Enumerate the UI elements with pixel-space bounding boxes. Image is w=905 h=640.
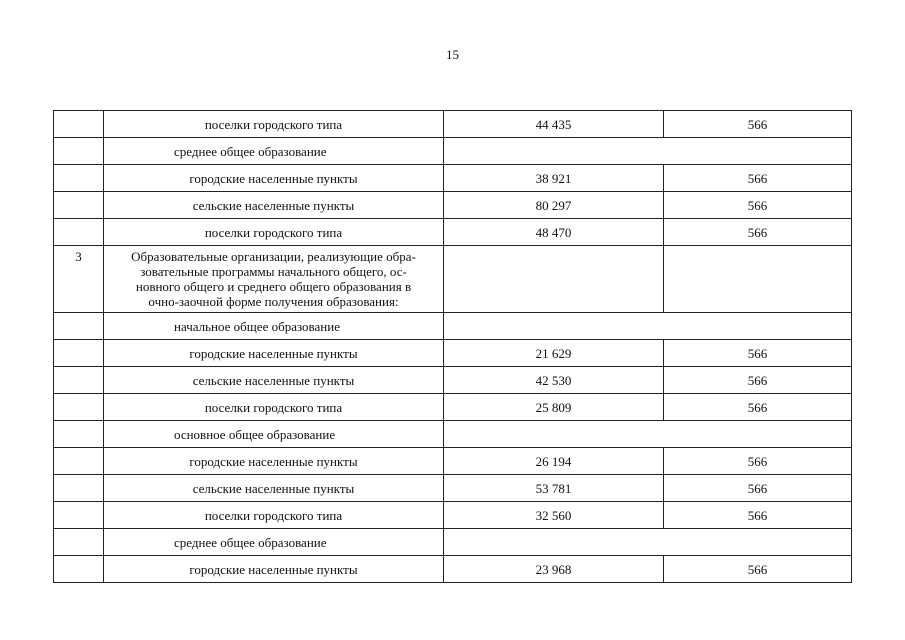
row-number bbox=[54, 394, 104, 421]
table-row bbox=[54, 246, 852, 313]
row-number bbox=[54, 367, 104, 394]
table-row bbox=[54, 340, 852, 367]
table-row bbox=[54, 138, 852, 165]
description-line: Образовательные организации, реализующие обра- bbox=[131, 249, 416, 264]
row-number bbox=[54, 529, 104, 556]
amount-cell: 44 435 bbox=[444, 111, 664, 138]
settlement-type: городские населенные пункты bbox=[104, 165, 444, 192]
description-line: очно-заочной форме получения образования: bbox=[148, 294, 399, 309]
amount-cell: 53 781 bbox=[444, 475, 664, 502]
empty-cell bbox=[444, 529, 852, 556]
coefficient-cell: 566 bbox=[664, 340, 852, 367]
empty-cell bbox=[444, 313, 852, 340]
coefficient-cell: 566 bbox=[664, 448, 852, 475]
amount-cell: 23 968 bbox=[444, 556, 664, 583]
table-row bbox=[54, 556, 852, 583]
coefficient-cell: 566 bbox=[664, 219, 852, 246]
row-number bbox=[54, 448, 104, 475]
row-number bbox=[54, 111, 104, 138]
description-line: новного общего и среднего общего образования в bbox=[135, 279, 412, 294]
row-number bbox=[54, 556, 104, 583]
description-line: зовательные программы начального общего, ос- bbox=[140, 264, 407, 279]
settlement-type: сельские населенные пункты bbox=[104, 367, 444, 394]
settlement-type: городские населенные пункты bbox=[104, 340, 444, 367]
table-row bbox=[54, 367, 852, 394]
education-level: начальное общее образование bbox=[104, 313, 444, 340]
coefficient-cell: 566 bbox=[664, 367, 852, 394]
table-row bbox=[54, 192, 852, 219]
settlement-type: сельские населенные пункты bbox=[104, 192, 444, 219]
coefficient-cell: 566 bbox=[664, 111, 852, 138]
amount-cell: 42 530 bbox=[444, 367, 664, 394]
amount-cell: 80 297 bbox=[444, 192, 664, 219]
row-number bbox=[54, 502, 104, 529]
coefficient-cell bbox=[664, 246, 852, 313]
coefficient-cell: 566 bbox=[664, 556, 852, 583]
amount-cell: 48 470 bbox=[444, 219, 664, 246]
table-row bbox=[54, 448, 852, 475]
row-number bbox=[54, 340, 104, 367]
settlement-type: городские населенные пункты bbox=[104, 556, 444, 583]
education-level: среднее общее образование bbox=[104, 138, 444, 165]
coefficient-cell: 566 bbox=[664, 475, 852, 502]
table-row bbox=[54, 313, 852, 340]
coefficient-cell: 566 bbox=[664, 394, 852, 421]
table-row bbox=[54, 394, 852, 421]
empty-cell bbox=[444, 421, 852, 448]
page-number: 15 bbox=[446, 47, 459, 62]
table-row bbox=[54, 165, 852, 192]
coefficient-cell: 566 bbox=[664, 192, 852, 219]
settlement-type: поселки городского типа bbox=[104, 111, 444, 138]
row-number bbox=[54, 165, 104, 192]
settlement-type: поселки городского типа bbox=[104, 219, 444, 246]
settlement-type: поселки городского типа bbox=[104, 394, 444, 421]
settlement-type: сельские населенные пункты bbox=[104, 475, 444, 502]
amount-cell: 21 629 bbox=[444, 340, 664, 367]
empty-cell bbox=[444, 138, 852, 165]
amount-cell: 25 809 bbox=[444, 394, 664, 421]
organization-description bbox=[104, 246, 444, 313]
row-number bbox=[54, 475, 104, 502]
row-number bbox=[54, 192, 104, 219]
row-number bbox=[54, 219, 104, 246]
education-level: основное общее образование bbox=[104, 421, 444, 448]
table-row bbox=[54, 529, 852, 556]
row-number bbox=[54, 138, 104, 165]
table-row bbox=[54, 502, 852, 529]
education-level: среднее общее образование bbox=[104, 529, 444, 556]
row-number bbox=[54, 421, 104, 448]
table-row bbox=[54, 475, 852, 502]
table-row bbox=[54, 421, 852, 448]
amount-cell: 26 194 bbox=[444, 448, 664, 475]
amount-cell: 32 560 bbox=[444, 502, 664, 529]
funding-table bbox=[53, 110, 852, 583]
settlement-type: поселки городского типа bbox=[104, 502, 444, 529]
amount-cell: 38 921 bbox=[444, 165, 664, 192]
coefficient-cell: 566 bbox=[664, 165, 852, 192]
table-row bbox=[54, 111, 852, 138]
row-number bbox=[54, 313, 104, 340]
table-row bbox=[54, 219, 852, 246]
settlement-type: городские населенные пункты bbox=[104, 448, 444, 475]
coefficient-cell: 566 bbox=[664, 502, 852, 529]
row-number: 3 bbox=[54, 246, 104, 313]
amount-cell bbox=[444, 246, 664, 313]
